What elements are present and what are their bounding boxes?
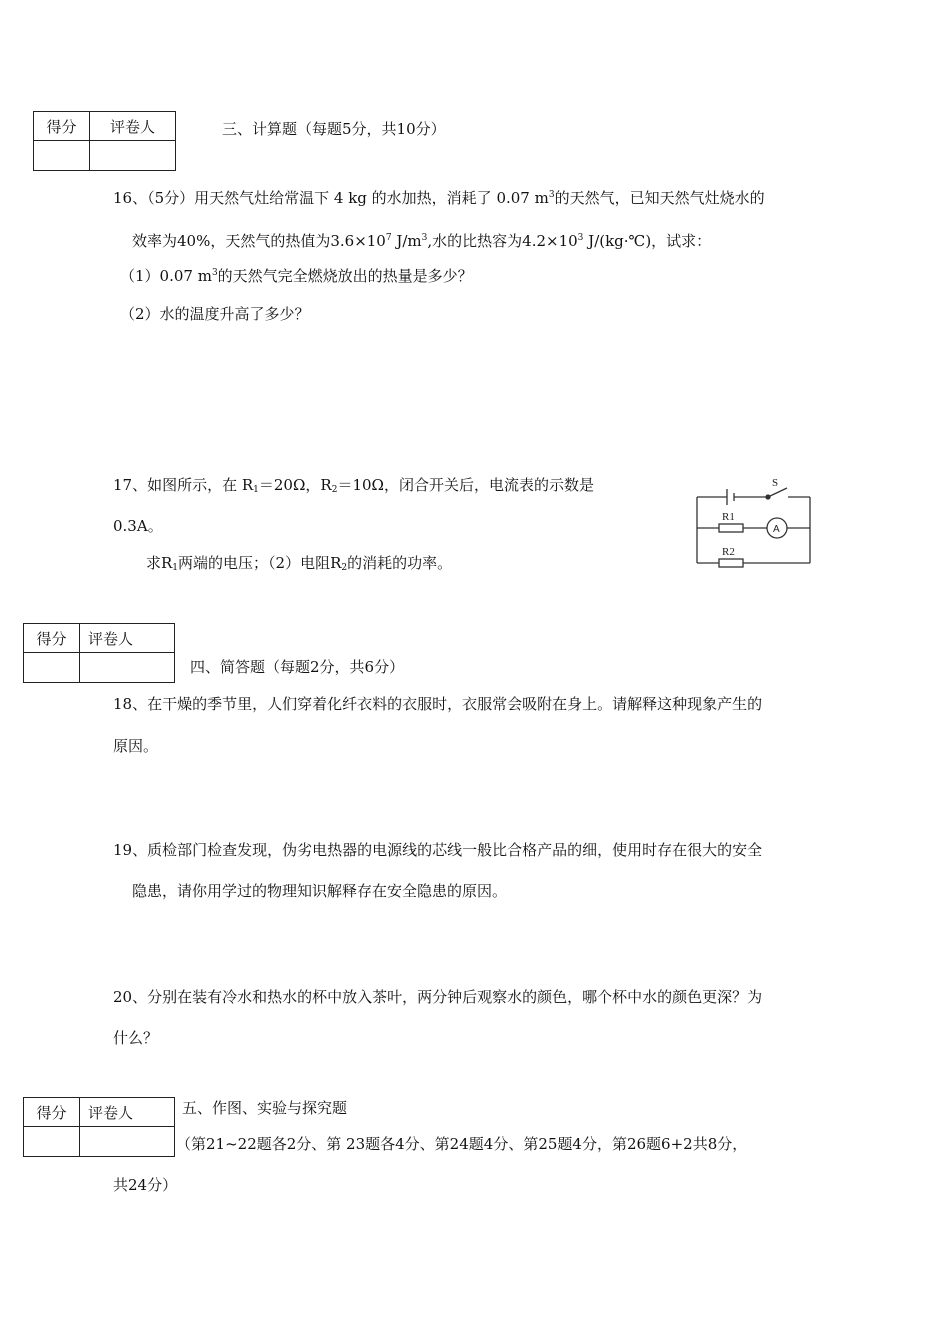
grader-cell[interactable] [80,653,175,683]
grader-label: 评卷人 [80,1098,175,1127]
r2-label: R2 [722,546,735,558]
section5-total: 共24分） [113,1176,178,1194]
q18-line2: 原因。 [113,737,159,755]
score-label: 得分 [34,112,90,141]
r1-label: R1 [722,511,735,523]
q19-line2: 隐患，请你用学过的物理知识解释存在安全隐患的原因。 [132,882,508,900]
q20-line1: 20、分别在装有冷水和热水的杯中放入茶叶，两分钟后观察水的颜色，哪个杯中水的颜色更深？为 [113,988,763,1006]
score-label: 得分 [24,624,80,653]
grader-cell[interactable] [80,1127,175,1157]
q20-line2: 什么？ [113,1029,159,1047]
score-cell[interactable] [24,653,80,683]
q17-line3: 求$R_1$两端的电压；（2）电阻$R_2$的消耗的功率。 [146,554,453,573]
q16-line2: 效率为40%，天然气的热值为$3.6\times 10^7$ $J/m^3$,水的比热容为$4.2\times 10^3$ J/(kg·℃)，试求： [132,232,712,250]
q17-line2: 0.3A。 [113,517,163,535]
grader-label: 评卷人 [90,112,176,141]
ammeter-label: A [773,524,780,535]
grader-label: 评卷人 [80,624,175,653]
section4-title: 四、简答题（每题2分，共6分） [190,658,405,676]
q16-sub2: （2）水的温度升高了多少？ [120,305,310,323]
switch-blade [768,488,787,497]
q19-line1: 19、质检部门检查发现，伪劣电热器的电源线的芯线一般比合格产品的细，使用时存在很大的安全 [113,841,763,859]
q16-line1: 16、（5分）用天然气灶给常温下 4 kg 的水加热，消耗了 0.07 $m^3$的天然气，已知天然气灶烧水的 [113,189,765,207]
score-table-3 [23,1097,175,1157]
section5-points: （第21~22题各2分、第 23题各4分、第24题4分、第25题4分，第26题6+2共8分， [176,1135,748,1153]
q18-line1: 18、在干燥的季节里，人们穿着化纤衣料的衣服时，衣服常会吸附在身上。请解释这种现象产生的 [113,695,763,713]
switch-label: S [772,477,779,489]
section3-title: 三、计算题（每题5分，共10分） [222,120,446,138]
circuit-diagram [690,475,820,575]
score-cell[interactable] [34,141,90,171]
q16-sub1: （1）0.07 $m^3$的天然气完全燃烧放出的热量是多少？ [120,267,473,285]
section5-title: 五、作图、实验与探究题 [182,1099,348,1117]
q17-line1: 17、如图所示，在 $R_1=20\Omega$，$R_2=10\Omega$，闭合开关后，电流表的示数是 [113,476,594,495]
resistor-r2 [719,559,743,567]
grader-cell[interactable] [90,141,176,171]
score-table-2 [23,623,175,683]
score-label: 得分 [24,1098,80,1127]
resistor-r1 [719,524,743,532]
score-cell[interactable] [24,1127,80,1157]
score-table-1 [33,111,176,171]
